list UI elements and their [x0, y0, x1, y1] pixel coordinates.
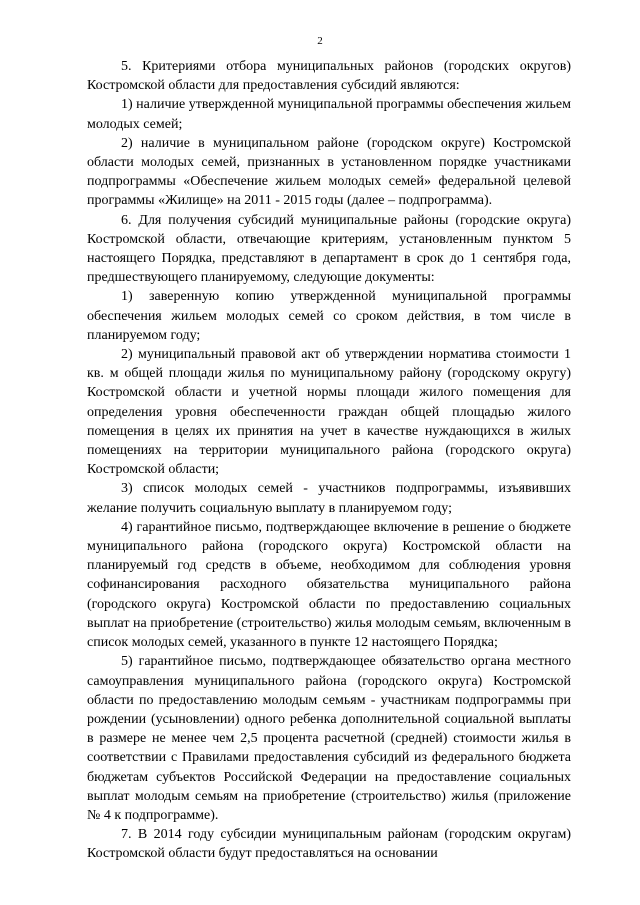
document-body [87, 57, 571, 864]
paragraph-document-item-3: 3) список молодых семей - участников подпрограммы, изъявивших желание получить социальную выплату в планируемом году; [87, 481, 571, 516]
paragraph-document-item-5: 5) гарантийное письмо, подтверждающее обязательство органа местного самоуправления муниципального района (городского округа) Костромской области по предоставлению молодым семьям - участникам подпрограммы при рождении (усыновлении) одного ребенка дополнительной социальной выплаты в размере не менее чем 2,5 процента расчетной (средней) стоимости жилья в соответствии с Правилами предоставления субсидий из федерального бюджета бюджетам субъектов Российской Федерации на предоставление социальных выплат молодым семьям на приобретение (строительство) жилья (приложение № 4 к подпрограмме). [87, 654, 571, 823]
paragraph-criteria-item-1: 1) наличие утвержденной муниципальной программы обеспечения жильем молодых семей; [87, 97, 572, 132]
page-number: 2 [317, 35, 323, 47]
paragraph-2014-subsidies: 7. В 2014 году субсидии муниципальным районам (городским округам) Костромской области будут предоставляться на основании [87, 827, 571, 862]
paragraph-criteria: 5. Критериями отбора муниципальных районов (городских округов) Костромской области для предоставления субсидий являются: [87, 59, 571, 94]
paragraph-document-item-2: 2) муниципальный правовой акт об утверждении норматива стоимости 1 кв. м общей площади жилья по муниципальному району (городскому округу) Костромской области и учетной нормы площади жилого помещения для определения уровня обеспеченности граждан общей площадью жилого помещения в целях их принятия на учет в качестве нуждающихся в жилых помещениях на территории муниципального района (городского округа) Костромской области; [87, 347, 571, 478]
paragraph-documents: 6. Для получения субсидий муниципальные районы (городские округа) Костромской области, отвечающие критериям, установленным пунктом 5 настоящего Порядка, представляют в департамент в срок до 1 сентября года, предшествующего планируемому, следующие документы: [87, 212, 571, 286]
paragraph-criteria-item-2: 2) наличие в муниципальном районе (городском округе) Костромской области молодых семей, признанных в установленном порядке участниками подпрограммы «Обеспечение жильем молодых семей» федеральной целевой программы «Жилище» на 2011 - 2015 годы (далее – подпрограмма). [87, 135, 571, 209]
paragraph-document-item-1: 1) заверенную копию утвержденной муниципальной программы обеспечения жильем молодых семей со сроком действия, в том числе в планируемом году; [87, 289, 571, 343]
paragraph-document-item-4: 4) гарантийное письмо, подтверждающее включение в решение о бюджете муниципального района (городского округа) Костромской области на планируемый год средств в объеме, необходимом для соблюдения уровня софинансирования расходного обязательства муниципального района (городского округа) Костромской области по предоставлению социальных выплат на приобретение (строительство) жилья молодым семьям, включенным в список молодых семей, указанного в пункте 12 настоящего Порядка; [87, 519, 571, 651]
